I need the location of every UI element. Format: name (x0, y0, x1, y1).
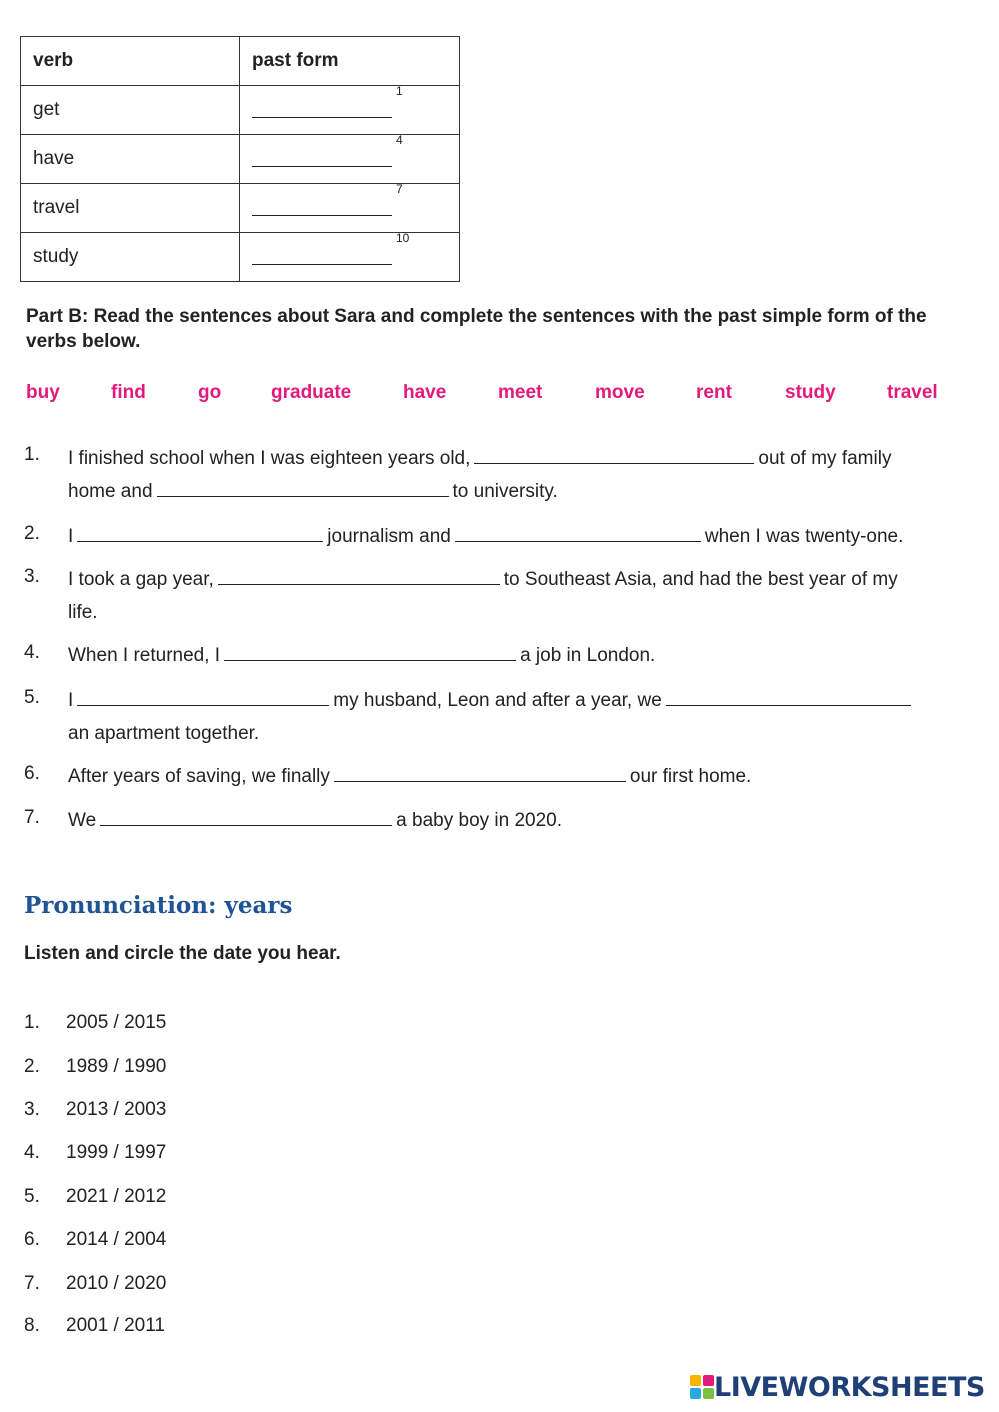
word-bank-item: graduate (271, 382, 352, 403)
date-option[interactable] (24, 1186, 166, 1208)
answer-blank[interactable] (666, 685, 911, 706)
date-pair: 2001 / 2011 (66, 1315, 165, 1336)
answer-blank[interactable] (77, 521, 323, 542)
date-option[interactable] (24, 1229, 166, 1251)
sentence-6 (68, 760, 948, 793)
blank-number: 7 (396, 182, 403, 196)
sentence-number: 5. (24, 687, 40, 708)
date-number: 6. (24, 1229, 40, 1250)
verb-cell: get (21, 86, 240, 135)
date-number: 4. (24, 1142, 40, 1163)
answer-blank[interactable] (100, 805, 392, 826)
date-pair: 2021 / 2012 (66, 1186, 167, 1207)
sentence-number: 7. (24, 807, 40, 828)
verb-cell: have (21, 135, 240, 184)
answer-blank[interactable] (157, 476, 449, 497)
date-option[interactable] (24, 1315, 165, 1337)
sentence-text: I (68, 690, 74, 711)
past-form-cell (240, 233, 460, 282)
date-pair: 2014 / 2004 (66, 1229, 167, 1250)
date-number: 8. (24, 1315, 40, 1336)
sentence-2 (68, 520, 948, 553)
sentence-3 (68, 563, 948, 629)
word-bank-item: go (198, 382, 222, 403)
word-bank (26, 382, 946, 410)
date-number: 1. (24, 1012, 40, 1033)
answer-blank[interactable] (252, 84, 403, 118)
word-bank-item: meet (498, 382, 543, 403)
answer-blank[interactable] (455, 521, 701, 542)
table-row (21, 233, 460, 282)
sentence-text: my husband, Leon and after a year, we (333, 690, 662, 711)
sentence-text: a baby boy in 2020. (396, 810, 563, 831)
date-number: 7. (24, 1273, 40, 1294)
date-pair: 1999 / 1997 (66, 1142, 167, 1163)
answer-blank[interactable] (252, 182, 403, 216)
sentence-7 (68, 804, 948, 837)
verb-cell: travel (21, 184, 240, 233)
blank-number: 4 (396, 133, 403, 147)
sentence-text: our first home. (629, 766, 752, 787)
sentence-4 (68, 639, 948, 672)
sentence-text: I took a gap year, (68, 569, 214, 590)
logo-icon (690, 1375, 714, 1399)
pronunciation-title: Pronunciation: years (24, 892, 293, 919)
date-option[interactable] (24, 1273, 166, 1295)
word-bank-item: find (111, 382, 146, 403)
table-row (21, 135, 460, 184)
date-option[interactable] (24, 1056, 166, 1078)
date-pair: 1989 / 1990 (66, 1056, 167, 1077)
sentence-text: home and (68, 481, 153, 502)
sentence-text: an apartment together. (68, 723, 260, 744)
date-option[interactable] (24, 1142, 166, 1164)
past-form-cell (240, 135, 460, 184)
sentence-text: After years of saving, we finally (68, 766, 330, 787)
sentence-number: 1. (24, 444, 40, 465)
answer-blank[interactable] (224, 640, 516, 661)
sentence-number: 3. (24, 566, 40, 587)
sentence-text: to university. (452, 481, 558, 502)
sentence-text: when I was twenty-one. (704, 526, 904, 547)
sentence-text: a job in London. (520, 645, 656, 666)
sentence-text: journalism and (327, 526, 451, 547)
sentence-text: I (68, 526, 74, 547)
word-bank-item: move (595, 382, 645, 403)
past-form-cell (240, 184, 460, 233)
sentence-number: 6. (24, 763, 40, 784)
verb-table-header (21, 37, 460, 86)
pronunciation-instruction: Listen and circle the date you hear. (24, 943, 341, 964)
word-bank-item: rent (696, 382, 732, 403)
answer-blank[interactable] (334, 761, 626, 782)
past-form-cell (240, 86, 460, 135)
blank-number: 1 (396, 84, 403, 98)
date-pair: 2013 / 2003 (66, 1099, 167, 1120)
sentence-text: to Southeast Asia, and had the best year of my (503, 569, 898, 590)
date-option[interactable] (24, 1012, 166, 1034)
sentence-text: life. (68, 602, 98, 623)
sentence-text: out of my family (758, 448, 892, 469)
date-number: 2. (24, 1056, 40, 1077)
answer-blank[interactable] (474, 443, 754, 464)
logo-text: LIVEWORKSHEETS (714, 1371, 985, 1403)
sentence-text: I finished school when I was eighteen years old, (68, 448, 471, 469)
date-number: 3. (24, 1099, 40, 1120)
sentence-text: When I returned, I (68, 645, 221, 666)
verb-table (20, 36, 460, 282)
date-option[interactable] (24, 1099, 166, 1121)
verb-cell: study (21, 233, 240, 282)
part-b-instruction: Part B: Read the sentences about Sara and complete the sentences with the past simple form of the verbs below. (26, 306, 927, 352)
sentence-number: 2. (24, 523, 40, 544)
date-pair: 2010 / 2020 (66, 1273, 167, 1294)
date-pair: 2005 / 2015 (66, 1012, 167, 1033)
word-bank-item: buy (26, 382, 60, 403)
header-past-form: past form (240, 37, 460, 86)
answer-blank[interactable] (252, 231, 410, 265)
answer-blank[interactable] (77, 685, 329, 706)
sentence-5 (68, 684, 948, 750)
answer-blank[interactable] (252, 133, 403, 167)
word-bank-item: travel (887, 382, 938, 403)
table-row (21, 184, 460, 233)
sentence-text: We (68, 810, 97, 831)
date-number: 5. (24, 1186, 40, 1207)
word-bank-item: have (403, 382, 447, 403)
header-verb: verb (21, 37, 240, 86)
liveworksheets-logo[interactable] (690, 1372, 985, 1402)
table-row (21, 86, 460, 135)
word-bank-item: study (785, 382, 836, 403)
answer-blank[interactable] (218, 564, 500, 585)
blank-number: 10 (396, 231, 410, 245)
sentence-number: 4. (24, 642, 40, 663)
sentence-1 (68, 442, 948, 508)
